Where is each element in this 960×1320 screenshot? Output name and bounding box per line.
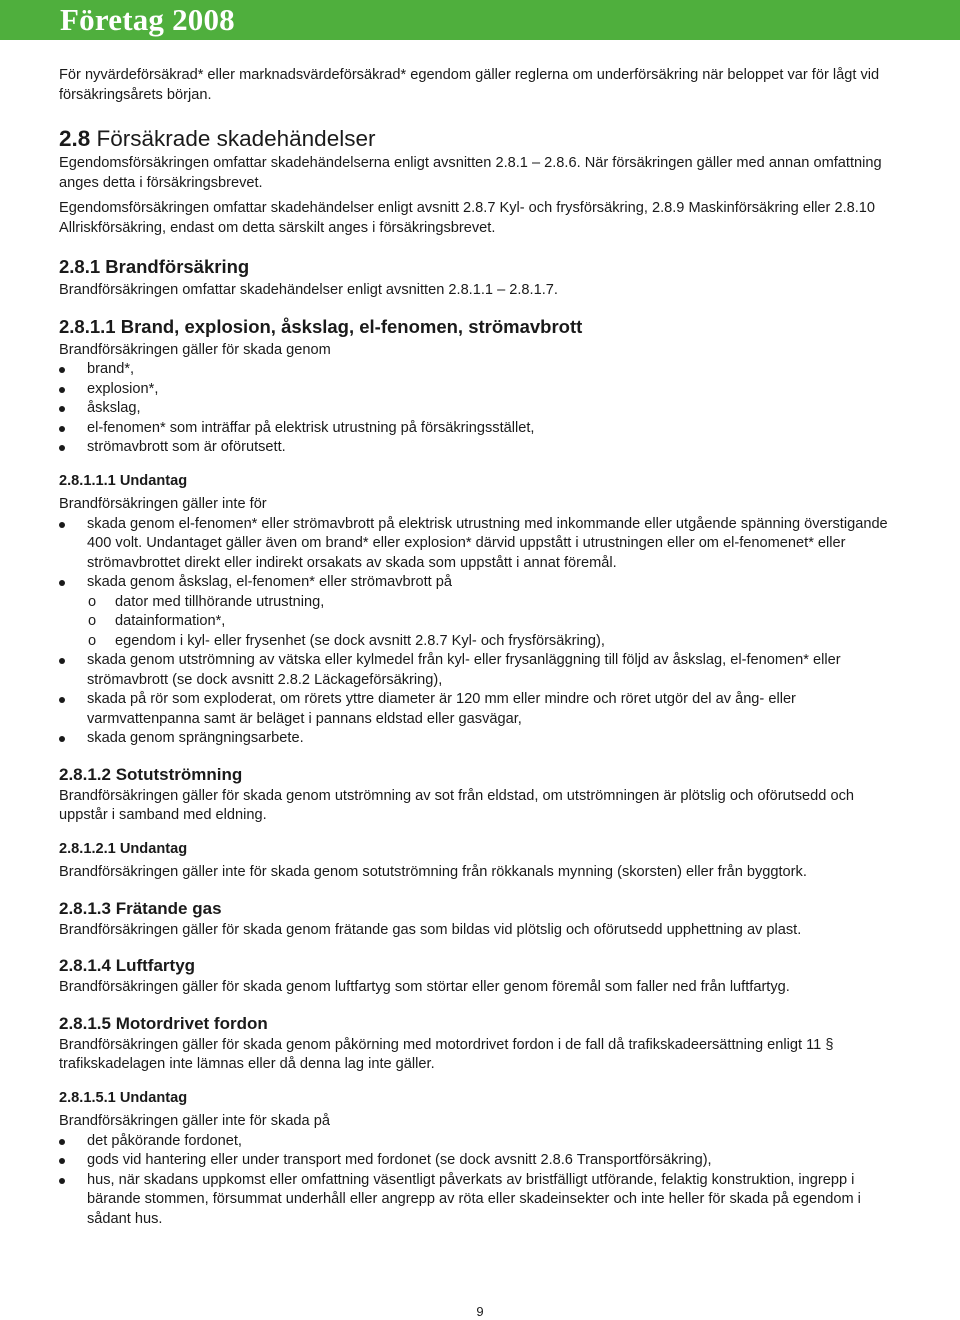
section-2-8-1-4-paragraph: Brandförsäkringen gäller för skada genom luftfartyg som störtar eller genom föremål som faller ned från luftfartyg. xyxy=(59,979,790,995)
list-item: skada genom åskslag, el-fenomen* eller strömavbrott på xyxy=(59,573,899,593)
document-body xyxy=(59,66,899,1229)
section-2-8-1-5-1-heading: 2.8.1.5.1 Undantag xyxy=(59,1089,188,1106)
list-item: skada på rör som exploderat, om rörets yttre diameter är 120 mm eller mindre och röret utgör del av ång- eller varmvattenpanna samt är beläget i pannans eldstad eller gasvägar, xyxy=(59,690,899,729)
section-2-8-paragraph-2: Egendomsförsäkringen omfattar skadehändelser enligt avsnitt 2.8.7 Kyl- och frysförsäkring, 2.8.9 Maskinförsäkring eller 2.8.10 Allriskförsäkring, endast om detta särskilt anges i försäkringsbrevet. xyxy=(59,200,876,236)
header-title: Företag 2008 xyxy=(60,2,235,37)
section-2-8-1-5-paragraph: Brandförsäkringen gäller för skada genom påkörning med motordrivet fordon i de fall då trafikskadeersättning enligt 11 § trafikskadelagen inte lämnas eller då denna lag inte gäller. xyxy=(59,1036,834,1072)
list-item: åskslag, xyxy=(59,399,899,419)
list-item: explosion*, xyxy=(59,380,899,400)
list-item: el-fenomen* som inträffar på elektrisk utrustning på försäkringsstället, xyxy=(59,419,899,439)
section-2-8-1-2-heading: 2.8.1.2 Sotutströmning xyxy=(59,764,243,784)
section-2-8-title: Försäkrade skadehändelser xyxy=(96,126,376,151)
bullet-icon xyxy=(59,736,65,742)
list-item: strömavbrott som är oförutsett. xyxy=(59,438,899,458)
section-2-8-1-5-heading: 2.8.1.5 Motordrivet fordon xyxy=(59,1013,268,1033)
circle-marker-icon: o xyxy=(88,632,97,649)
sub-list-item: o datainformation*, xyxy=(59,612,899,632)
section-2-8-1-3-heading: 2.8.1.3 Frätande gas xyxy=(59,898,222,918)
section-2-8-1-1-1-sublist xyxy=(59,593,899,652)
bullet-icon xyxy=(59,426,65,432)
section-2-8-1-1-list xyxy=(59,360,899,458)
circle-marker-icon: o xyxy=(88,593,97,610)
section-2-8-1-4-heading: 2.8.1.4 Luftfartyg xyxy=(59,956,196,975)
page-header-band xyxy=(0,0,960,40)
section-2-8-1-1-1-list xyxy=(59,515,899,593)
list-item: hus, när skadans uppkomst eller omfattning väsentligt påverkats av bristfälligt utförande, felaktig konstruktion, ingrepp i bärande stommen, försummat underhåll eller angrepp av röta eller skadeinsekter och inte heller för skada på egendom i sådant hus. xyxy=(59,1171,899,1230)
bullet-icon xyxy=(59,445,65,451)
section-2-8-1-2-1-paragraph: Brandförsäkringen gäller inte för skada genom sotutströmning från rökkanals mynning (skorsten) eller från byggtork. xyxy=(59,864,807,880)
section-2-8-1-2-paragraph: Brandförsäkringen gäller för skada genom utströmning av sot från eldstad, om utströmningen är plötslig och oförutsedd och uppstår i samband med eldning. xyxy=(59,787,854,823)
section-2-8-1-1-1-heading: 2.8.1.1.1 Undantag xyxy=(59,472,188,489)
sub-list-item: o dator med tillhörande utrustning, xyxy=(59,593,899,613)
section-2-8-1-2-1-heading: 2.8.1.2.1 Undantag xyxy=(59,840,188,857)
bullet-icon xyxy=(59,522,65,528)
bullet-icon xyxy=(59,1139,65,1145)
page-number: 9 xyxy=(476,1304,484,1319)
bullet-icon xyxy=(59,697,65,703)
section-2-8-1-1-1-list-continued xyxy=(59,651,899,749)
intro-paragraph: För nyvärdeförsäkrad* eller marknadsvärdeförsäkrad* egendom gäller reglerna om underförsäkring när beloppet var för lågt vid försäkringsårets början. xyxy=(59,67,880,103)
section-2-8-number: 2.8 xyxy=(59,126,91,151)
circle-marker-icon: o xyxy=(88,613,97,629)
sub-list-item: o egendom i kyl- eller frysenhet (se dock avsnitt 2.8.7 Kyl- och frysförsäkring), xyxy=(59,632,899,652)
section-2-8-1-1-heading: 2.8.1.1 Brand, explosion, åskslag, el-fenomen, strömavbrott xyxy=(59,315,583,337)
list-item: skada genom utströmning av vätska eller kylmedel från kyl- eller frysanläggning till följd av åskslag, el-fenomen* eller strömavbrott (se dock avsnitt 2.8.2 Läckageförsäkring), xyxy=(59,651,899,690)
section-2-8-1-1-1-intro: Brandförsäkringen gäller inte för xyxy=(59,496,267,512)
list-item: brand*, xyxy=(59,360,899,380)
section-2-8-1-heading: 2.8.1 Brandförsäkring xyxy=(59,256,250,277)
bullet-icon xyxy=(59,406,65,412)
list-item: skada genom el-fenomen* eller strömavbrott på elektrisk utrustning med inkommande eller utgående spänning överstigande 400 volt. Undantaget gäller även om brand* eller explosion* därvid uppstått i utrustningen eller om el-fenomenet* eller strömavbrottet direkt eller indirekt orsakats av skada som uppstått i annat föremål. xyxy=(59,515,899,574)
section-2-8-1-3-paragraph: Brandförsäkringen gäller för skada genom frätande gas som bildas vid plötslig och oförutsedd upphettning av plast. xyxy=(59,921,802,938)
section-2-8-1-paragraph: Brandförsäkringen omfattar skadehändelser enligt avsnitten 2.8.1.1 – 2.8.1.7. xyxy=(59,282,558,298)
list-item: gods vid hantering eller under transport med fordonet (se dock avsnitt 2.8.6 Transportförsäkring), xyxy=(59,1151,899,1171)
section-2-8-heading xyxy=(59,125,899,153)
list-item: det påkörande fordonet, xyxy=(59,1132,899,1152)
bullet-icon xyxy=(59,1158,65,1164)
section-2-8-1-1-intro: Brandförsäkringen gäller för skada genom xyxy=(59,341,331,358)
list-item: skada genom sprängningsarbete. xyxy=(59,729,899,749)
section-2-8-1-5-1-intro: Brandförsäkringen gäller inte för skada på xyxy=(59,1113,330,1129)
section-2-8-paragraph-1: Egendomsförsäkringen omfattar skadehändelserna enligt avsnitten 2.8.1 – 2.8.6. När försäkringen gäller med annan omfattning anges detta i försäkringsbrevet. xyxy=(59,155,882,191)
bullet-icon xyxy=(59,580,65,586)
bullet-icon xyxy=(59,658,65,664)
bullet-icon xyxy=(59,387,65,393)
section-2-8-1-5-1-list xyxy=(59,1132,899,1230)
bullet-icon xyxy=(59,1178,65,1184)
bullet-icon xyxy=(59,367,65,373)
